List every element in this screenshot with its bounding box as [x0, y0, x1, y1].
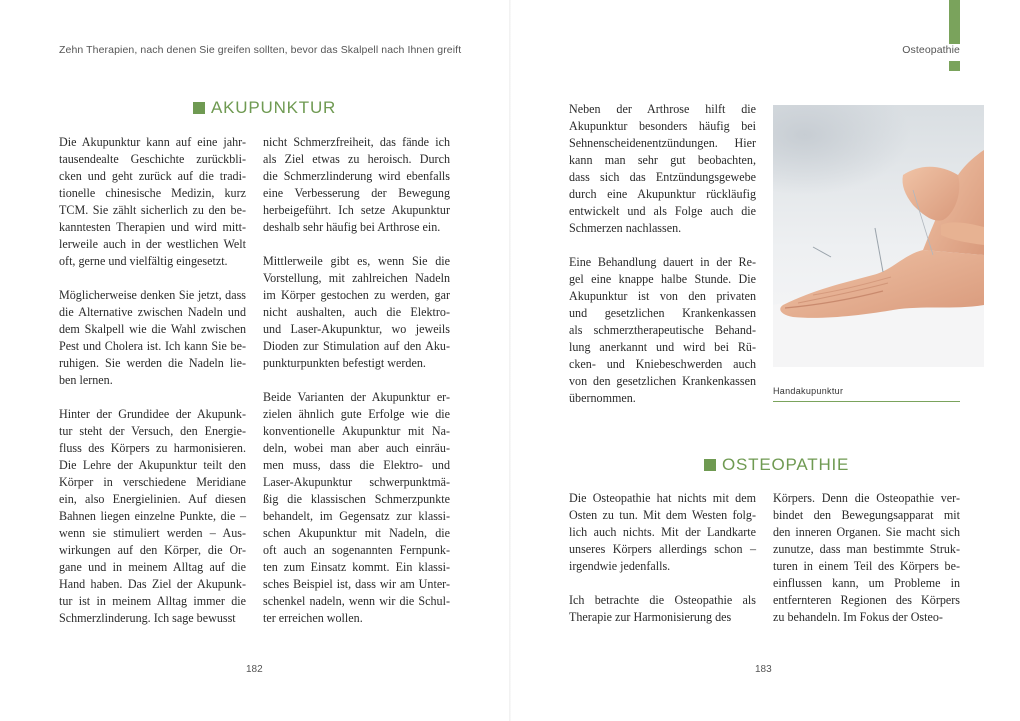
text-line: ten zum Einsatz kommt. Ein klassi- [263, 560, 450, 574]
text-line: irgendwie jedenfalls. [569, 559, 671, 573]
text-line: Schmerzlinderung. Ich sage bewusst [59, 611, 236, 625]
text-line: Ich betrachte die Osteopathie als [569, 593, 756, 607]
text-line: Bahnen liegen einzelne Punkte, die – [59, 509, 246, 523]
text-line: nicht aushalten, auch die Elektro- [263, 305, 450, 319]
text-line: Eine Behandlung dauert in der Re- [569, 255, 756, 269]
text-line: ruhigen. Sie werden die Nadeln lie- [59, 356, 246, 370]
text-line: dass sich das Entzündungsgewebe [569, 170, 756, 184]
book-gutter [509, 0, 511, 721]
text-line: entwickelt und als Folge auch die [569, 204, 756, 218]
text-line: TCM. Sie zählt sicherlich zu den be- [59, 203, 246, 217]
text-line: einflussen kann, um Probleme in [773, 576, 960, 590]
text-line: Laser-Akupunktur schwerpunktmä- [263, 475, 450, 489]
paragraph [569, 592, 756, 626]
text-line: als schmerztherapeutische Behand- [569, 323, 756, 337]
hand-with-needles-illustration [773, 105, 984, 367]
text-line: punkturpunkten befestigt werden. [263, 356, 426, 370]
text-line: Sehnenscheidenentzündungen. Hier [569, 136, 756, 150]
text-line: Therapie zur Harmonisierung des [569, 610, 732, 624]
paragraph [569, 254, 756, 407]
text-line: Akupunktur ist von den privaten [569, 289, 756, 303]
text-line: oft, gerne und vielfältig eingesetzt. [59, 254, 228, 268]
text-line: von den gesetzlichen Krankenkassen [569, 374, 756, 388]
text-line: Die Osteopathie hat nichts mit dem [569, 491, 756, 505]
text-line: Osten zu tun. Mit dem Westen folg- [569, 508, 756, 522]
acupuncture-hand-photo [773, 105, 984, 367]
text-line: ßig die klassischen Schmerzpunkte [263, 492, 450, 506]
text-line: und Laser-Akupunktur, wo jeweils [263, 322, 450, 336]
text-line: zu behandeln. Im Fokus der Osteo- [773, 610, 943, 624]
heading-square-icon [193, 102, 205, 114]
paragraph [59, 134, 246, 270]
text-line: Die Lehre der Akupunktur teilt den [59, 458, 246, 472]
text-line: tur steht der Versuch, den Energie- [59, 424, 246, 438]
heading-square-icon [704, 459, 716, 471]
text-line: Dioden zur Stimulation auf den Aku- [263, 339, 450, 353]
text-line: oft auch an sogenannten Fernpunk- [263, 543, 450, 557]
paragraph [773, 490, 960, 626]
text-column-1 [59, 134, 246, 644]
text-line: wirkungen auf den Körper, die Or- [59, 543, 246, 557]
running-head-right: Osteopathie [902, 44, 960, 56]
paragraph [263, 253, 450, 372]
text-line: men muss, dass die Elektro- und [263, 458, 450, 472]
text-line: konventionelle Akupunktur mit Na- [263, 424, 450, 438]
text-line: ter erreichen wollen. [263, 611, 363, 625]
text-column-5 [773, 490, 960, 643]
text-line: und gesetzlichen Krankenkassen [569, 306, 756, 320]
text-line: kann man sehr gut beobachten, [569, 153, 756, 167]
text-line: ben lernen. [59, 373, 113, 387]
text-line: schen Akupunktur mit Nadeln, die [263, 526, 450, 540]
text-line: zielen ähnlich gute Erfolge wie die [263, 407, 450, 421]
text-line: Neben der Arthrose hilft die [569, 102, 756, 116]
text-line: kanntesten Therapien und wird mitt- [59, 220, 246, 234]
text-line: Beide Varianten der Akupunktur er- [263, 390, 450, 404]
paragraph [59, 287, 246, 389]
text-line: Pest und Cholera ist. Ich kann Sie be- [59, 339, 246, 353]
text-line: die Alternative zwischen Nadeln und [59, 305, 246, 319]
text-line: Möglicherweise denken Sie jetzt, dass [59, 288, 246, 302]
text-line: turen in einem Teil des Körpers be- [773, 559, 960, 573]
text-line: lung anerkannt und wird bei Rü- [569, 340, 756, 354]
text-line: behandelt, im Gegensatz zur klassi- [263, 509, 450, 523]
text-line: Hinter der Grundidee der Akupunk- [59, 407, 246, 421]
text-line: Körpers. Denn die Osteopathie ver- [773, 491, 960, 505]
page-number-right: 183 [755, 664, 772, 675]
paragraph [263, 389, 450, 627]
text-line: dem Skalpell wie die Wahl zwischen [59, 322, 246, 336]
text-line: Hand haben. Das Ziel der Akupunk- [59, 577, 246, 591]
text-column-3 [569, 101, 756, 424]
paragraph [59, 406, 246, 627]
text-line: gel eine knappe halbe Stunde. Die [569, 272, 756, 286]
text-line: Körper in verschiedene Meridiane [59, 475, 246, 489]
paragraph [569, 490, 756, 575]
text-line: den inneren Organen. Sie macht sich [773, 525, 960, 539]
text-line: nicht Schmerzfreiheit, das fände ich [263, 135, 450, 149]
text-line: zunutze, dass man bestimmte Struk- [773, 542, 960, 556]
text-line: wenn sie stimuliert werden – Aus- [59, 526, 246, 540]
section-heading-osteopathie [704, 455, 849, 475]
section-heading-akupunktur [193, 98, 336, 118]
text-line: eine Verbesserung der Bewegung [263, 186, 450, 200]
text-line: Mittlerweile gibt es, wenn Sie die [263, 254, 450, 268]
figure-caption: Handakupunktur [773, 386, 960, 402]
text-line: Schmerzen nachlassen. [569, 221, 682, 235]
text-line: fluss des Körpers zu harmonisieren. [59, 441, 246, 455]
text-line: als Ziel etwas zu heroisch. Durch [263, 152, 450, 166]
text-line: tur ist in meinem Alltag immer die [59, 594, 246, 608]
text-line: unseres Körpers allerdings schon – [569, 542, 756, 556]
text-line: tausendealte Geschichte zurückbli- [59, 152, 246, 166]
text-line: deln, wobei man aber auch einräu- [263, 441, 450, 455]
text-line: cken- und Kniebeschwerden auch [569, 357, 756, 371]
text-column-4 [569, 490, 756, 643]
text-line: lich auch nichts. Mit der Landkarte [569, 525, 756, 539]
text-line: durch eine Akupunktur rückläufig [569, 187, 756, 201]
text-line: entfernteren Regionen des Körpers [773, 593, 960, 607]
text-line: die Schmerzlinderung wird ebenfalls [263, 169, 450, 183]
section-title: OSTEOPATHIE [722, 455, 850, 474]
text-line: im Körper gestochen zu werden, gar [263, 288, 450, 302]
text-line: schenkel nadeln, wenn wir die Schul- [263, 594, 450, 608]
page-number-left: 182 [246, 664, 263, 675]
text-column-2 [263, 134, 450, 644]
text-line: bindet den Bewegungsapparat mit [773, 508, 960, 522]
paragraph [569, 101, 756, 237]
text-line: cken und geht zurück auf die tradi- [59, 169, 246, 183]
text-line: deshalb sehr häufig bei Arthrose ein. [263, 220, 441, 234]
chapter-tab-marker [949, 0, 960, 44]
text-line: gane und in meinem Alltag auf die [59, 560, 246, 574]
text-line: Die Akupunktur kann auf eine jahr- [59, 135, 246, 149]
chapter-tab-square [949, 61, 960, 71]
text-line: Akupunktur besonders häufig bei [569, 119, 756, 133]
section-title: AKUPUNKTUR [211, 98, 337, 117]
text-line: sches Beispiel ist, dass wir am Unter- [263, 577, 450, 591]
text-line: lerweile auch in der westlichen Welt [59, 237, 246, 251]
text-line: ein, also Energielinien. Auf diesen [59, 492, 246, 506]
text-line: herbeigeführt. Ich setze Akupunktur [263, 203, 450, 217]
text-line: Vorstellung, mit zahlreichen Nadeln [263, 271, 450, 285]
running-head-left: Zehn Therapien, nach denen Sie greifen sollten, bevor das Skalpell nach Ihnen greift [59, 44, 462, 56]
paragraph [263, 134, 450, 236]
text-line: übernommen. [569, 391, 636, 405]
text-line: tionelle chinesische Medizin, kurz [59, 186, 246, 200]
